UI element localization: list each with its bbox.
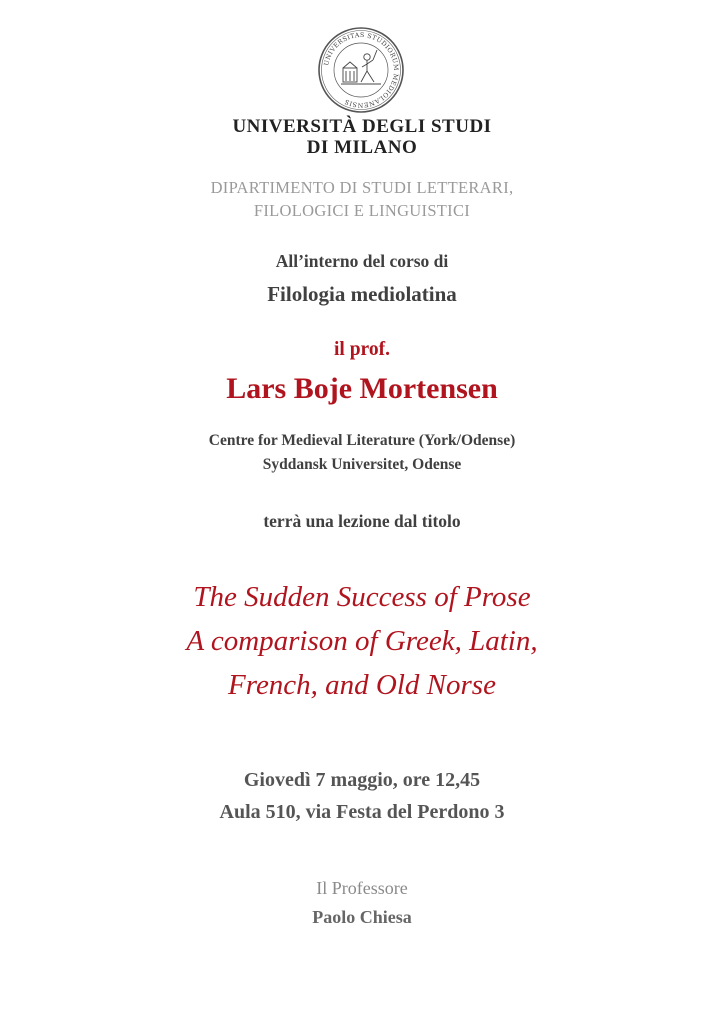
course-name: Filologia mediolatina bbox=[267, 282, 457, 306]
event-details bbox=[0, 764, 724, 828]
signature-name: Paolo Chiesa bbox=[312, 907, 412, 927]
university-name-line1: UNIVERSITÀ DEGLI STUDI bbox=[232, 116, 492, 137]
department-name-line1: DIPARTIMENTO DI STUDI LETTERARI, bbox=[210, 178, 514, 197]
university-name-line2: DI MILANO bbox=[306, 137, 418, 158]
signature-role: Il Professore bbox=[316, 878, 408, 898]
lecture-title-line1: The Sudden Success of Prose bbox=[193, 581, 531, 613]
speaker-affiliation bbox=[0, 429, 724, 477]
speaker-name: Lars Boje Mortensen bbox=[226, 372, 498, 405]
event-date-time: Giovedì 7 maggio, ore 12,45 bbox=[243, 769, 481, 791]
lecture-intro: terrà una lezione dal titolo bbox=[263, 511, 461, 531]
department-name-line2: FILOLOGICI E LINGUISTICI bbox=[253, 201, 471, 220]
affiliation-line1: Centre for Medieval Literature (York/Odense) bbox=[208, 432, 516, 449]
department-name bbox=[0, 176, 724, 222]
lecture-title bbox=[0, 575, 724, 707]
course-intro: All’interno del corso di bbox=[275, 251, 449, 271]
lecture-title-line3: French, and Old Norse bbox=[228, 669, 496, 701]
university-seal-logo bbox=[317, 26, 405, 114]
university-name bbox=[0, 116, 724, 158]
svg-text:UNIVERSITAS STUDIORUM MEDIOLAN: UNIVERSITAS STUDIORUM MEDIOLANENSIS bbox=[323, 31, 400, 109]
lecture-title-line2: A comparison of Greek, Latin, bbox=[186, 625, 538, 657]
affiliation-line2: Syddansk Universitet, Odense bbox=[262, 456, 462, 473]
event-location: Aula 510, via Festa del Perdono 3 bbox=[219, 801, 505, 823]
speaker-label: il prof. bbox=[334, 339, 390, 360]
